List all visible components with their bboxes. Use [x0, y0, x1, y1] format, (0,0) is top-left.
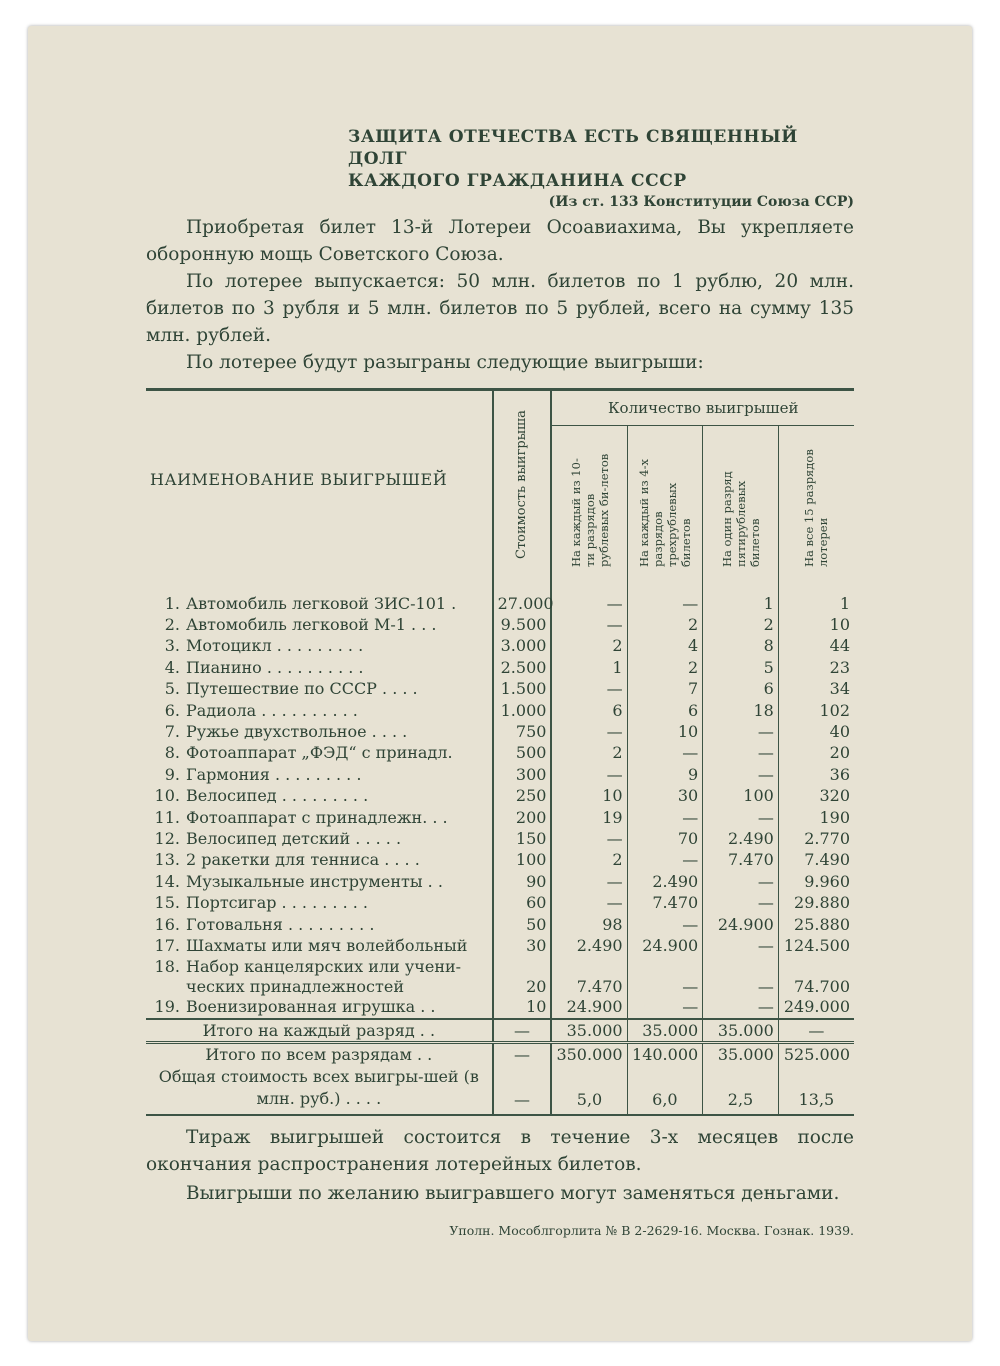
row-number: 16.	[154, 914, 180, 934]
count-4: —	[627, 743, 703, 764]
row-number: 3.	[164, 636, 180, 656]
table-spacer-row	[146, 567, 854, 593]
count-4: —	[627, 997, 703, 1019]
count-1: 8	[703, 636, 779, 657]
count-4: —	[627, 850, 703, 871]
header-col-15-ranks	[778, 426, 854, 567]
count-1: —	[703, 957, 779, 997]
total-count-4: 140.000	[627, 1043, 703, 1066]
count-total: 23	[829, 657, 850, 677]
count-4: 4	[627, 636, 703, 657]
count-1: —	[703, 743, 779, 764]
row-number: 19.	[154, 997, 180, 1017]
count-4: 7.470	[627, 892, 703, 913]
header-prize-name: НАИМЕНОВАНИЕ ВЫИГРЫШЕЙ	[146, 390, 493, 568]
intro-paragraph-1: Приобретая билет 13-й Лотереи Осоавиахима, Вы укрепляете оборонную мощь Советского Союза.	[146, 217, 854, 265]
total-per-rank-label: Итого на каждый разряд . .	[146, 1019, 493, 1043]
count-4: 10	[627, 721, 703, 742]
count-4: 6	[627, 700, 703, 721]
row-number: 5.	[164, 679, 180, 699]
header-col-1-rank	[703, 426, 779, 567]
prize-cost: 20	[493, 957, 552, 997]
row-number: 12.	[154, 828, 180, 848]
prize-cost: 300	[493, 764, 552, 785]
count-4: 9	[627, 764, 703, 785]
total-all-ranks-label: Итого по всем разрядам . .	[146, 1043, 493, 1066]
prize-cost: 10	[493, 997, 552, 1019]
count-4: 70	[627, 828, 703, 849]
prize-name: Портсигар . . . . . . . . .	[186, 893, 369, 913]
prize-name: Велосипед детский . . . . .	[186, 828, 402, 848]
row-number: 18.	[154, 956, 180, 976]
count-total: 1	[839, 593, 850, 613]
table-row	[146, 957, 854, 997]
table-row	[146, 871, 854, 892]
prize-cost: 750	[493, 721, 552, 742]
count-4: 7	[627, 679, 703, 700]
motto-line-1: ЗАЩИТА ОТЕЧЕСТВА ЕСТЬ СВЯЩЕННЫЙ ДОЛГ	[348, 127, 798, 169]
count-total: 9.960	[804, 871, 850, 891]
row-number: 10.	[154, 786, 180, 806]
prize-cost: 60	[493, 892, 552, 913]
total-cost: —	[493, 1066, 552, 1115]
count-1: —	[703, 721, 779, 742]
total-count-1: 35.000	[703, 1043, 779, 1066]
count-10: 24.900	[551, 997, 627, 1019]
prize-cost: 100	[493, 850, 552, 871]
prize-cost: 9.500	[493, 614, 552, 635]
prize-name: Фотоаппарат с принадлежн. . .	[186, 807, 448, 827]
table-row	[146, 764, 854, 785]
header-col-label: На каждый из 10-ти разрядов рублевых би-летов	[568, 453, 611, 567]
count-total: 102	[819, 700, 850, 720]
count-10: 7.470	[551, 957, 627, 997]
prize-cost: 3.000	[493, 636, 552, 657]
count-1: 6	[703, 679, 779, 700]
count-1: —	[703, 997, 779, 1019]
count-10: 2	[551, 743, 627, 764]
prize-cost: 1.000	[493, 700, 552, 721]
count-total: 124.500	[783, 935, 850, 955]
prize-cost: 500	[493, 743, 552, 764]
count-10: —	[551, 721, 627, 742]
prize-name: Автомобиль легковой М-1 . . .	[186, 615, 437, 635]
count-total: 29.880	[794, 893, 850, 913]
table-row	[146, 807, 854, 828]
header-col-label: На один разряд пятирублевых билетов	[719, 471, 762, 567]
header-prize-cost	[493, 390, 552, 568]
header-col-10-ranks	[551, 426, 627, 567]
prize-cost: 200	[493, 807, 552, 828]
prize-name: Шахматы или мяч волейбольный	[186, 935, 468, 955]
count-10: —	[551, 828, 627, 849]
count-total: 40	[829, 722, 850, 742]
count-10: 2	[551, 636, 627, 657]
count-10: —	[551, 679, 627, 700]
header-cost-label: Стоимость выигрыша	[514, 410, 530, 559]
table-row	[146, 721, 854, 742]
table-row	[146, 657, 854, 678]
header-prize-count-group: Количество выигрышей	[551, 390, 854, 426]
row-number: 17.	[154, 935, 180, 955]
count-total: 2.770	[804, 828, 850, 848]
total-count-all: 525.000	[778, 1043, 854, 1066]
prize-name: Радиола . . . . . . . . . .	[186, 700, 358, 720]
count-10: 10	[551, 786, 627, 807]
count-total: 10	[829, 615, 850, 635]
count-10: —	[551, 614, 627, 635]
total-cost: —	[493, 1019, 552, 1043]
prize-name-line-1: Набор канцелярских или учени-	[186, 956, 462, 976]
row-number: 6.	[164, 700, 180, 720]
prize-name: Готовальня . . . . . . . . .	[186, 914, 375, 934]
table-row	[146, 850, 854, 871]
count-4: —	[627, 593, 703, 614]
count-1: —	[703, 764, 779, 785]
count-total: 44	[829, 636, 850, 656]
prize-name: Музыкальные инструменты . .	[186, 871, 443, 891]
ticket-content	[146, 126, 854, 1238]
value-1: 2,5	[703, 1066, 779, 1115]
row-number: 8.	[164, 743, 180, 763]
prize-table	[146, 388, 854, 1116]
printer-imprint: Уполн. Мособлгорлита № В 2-2629-16. Москва. Гознак. 1939.	[449, 1222, 854, 1238]
count-total: 34	[829, 679, 850, 699]
count-4: —	[627, 957, 703, 997]
table-row	[146, 828, 854, 849]
count-4: 30	[627, 786, 703, 807]
count-10: —	[551, 593, 627, 614]
header-col-4-ranks	[627, 426, 703, 567]
total-count-1: 35.000	[703, 1019, 779, 1043]
total-count-4: 35.000	[627, 1019, 703, 1043]
count-1: 18	[703, 700, 779, 721]
count-10: 6	[551, 700, 627, 721]
prize-name: Гармония . . . . . . . . .	[186, 764, 362, 784]
count-total: 190	[819, 807, 850, 827]
count-1: 100	[703, 786, 779, 807]
total-all-ranks-row	[146, 1043, 854, 1066]
prize-name: 2 ракетки для тенниса . . . .	[186, 850, 420, 870]
motto-line-2: КАЖДОГО ГРАЖДАНИНА СССР	[348, 171, 687, 191]
value-4: 6,0	[627, 1066, 703, 1115]
intro-paragraph-3: По лотерее будут разыграны следующие выигрыши:	[186, 352, 704, 373]
count-10: 19	[551, 807, 627, 828]
count-total: 25.880	[794, 914, 850, 934]
prize-cost: 250	[493, 786, 552, 807]
table-row	[146, 997, 854, 1019]
count-10: —	[551, 764, 627, 785]
value-all: 13,5	[778, 1066, 854, 1115]
count-4: 2	[627, 657, 703, 678]
prize-cost: 50	[493, 914, 552, 935]
prize-cost: 150	[493, 828, 552, 849]
count-1: —	[703, 807, 779, 828]
prize-name: Военизированная игрушка . .	[186, 997, 436, 1017]
row-number: 4.	[164, 657, 180, 677]
count-total: 249.000	[783, 997, 850, 1017]
row-number: 13.	[154, 850, 180, 870]
count-10: 2	[551, 850, 627, 871]
prize-name: Мотоцикл . . . . . . . . .	[186, 636, 364, 656]
motto	[348, 126, 854, 192]
value-10: 5,0	[551, 1066, 627, 1115]
count-1: 2.490	[703, 828, 779, 849]
prize-cost: 1.500	[493, 679, 552, 700]
total-per-rank-row	[146, 1019, 854, 1043]
table-row	[146, 679, 854, 700]
motto-source: (Из ст. 133 Конституции Союза ССР)	[548, 194, 854, 210]
count-1: 5	[703, 657, 779, 678]
count-total: 7.490	[804, 850, 850, 870]
count-total: 320	[819, 786, 850, 806]
row-number: 1.	[164, 593, 180, 613]
total-value-row	[146, 1066, 854, 1115]
count-1: 24.900	[703, 914, 779, 935]
count-10: 98	[551, 914, 627, 935]
count-4: 24.900	[627, 935, 703, 956]
prize-cost: 27.000	[493, 593, 552, 614]
footer-paragraph-2: Выигрыши по желанию выигравшего могут заменяться деньгами.	[186, 1182, 840, 1204]
prize-cost: 2.500	[493, 657, 552, 678]
table-row	[146, 614, 854, 635]
header-col-label: На каждый из 4-х разрядов трехрублевых билетов	[636, 459, 693, 567]
header-col-label: На все 15 разрядов лотереи	[802, 449, 831, 567]
prize-name: Ружье двухствольное . . . .	[186, 722, 408, 742]
total-count-10: 35.000	[551, 1019, 627, 1043]
prize-name: Велосипед . . . . . . . . .	[186, 786, 369, 806]
table-row	[146, 786, 854, 807]
footer-paragraph-1: Тираж выигрышей состоится в течение 3-х месяцев после окончания распространения лотерейных билетов.	[146, 1126, 854, 1175]
total-cost: —	[493, 1043, 552, 1066]
prize-name: Пианино . . . . . . . . . .	[186, 657, 364, 677]
count-10: —	[551, 871, 627, 892]
table-row	[146, 935, 854, 956]
table-row	[146, 636, 854, 657]
count-1: 1	[703, 593, 779, 614]
count-10: 2.490	[551, 935, 627, 956]
total-count-all: —	[778, 1019, 854, 1043]
row-number: 14.	[154, 871, 180, 891]
count-10: 1	[551, 657, 627, 678]
row-number: 9.	[164, 764, 180, 784]
count-total: 74.700	[794, 976, 850, 996]
count-10: —	[551, 892, 627, 913]
count-total: 20	[829, 743, 850, 763]
row-number: 15.	[154, 893, 180, 913]
count-total: 36	[829, 764, 850, 784]
table-row	[146, 700, 854, 721]
count-1: —	[703, 871, 779, 892]
table-row	[146, 593, 854, 614]
table-row	[146, 743, 854, 764]
count-1: —	[703, 892, 779, 913]
prize-cost: 30	[493, 935, 552, 956]
prize-name-line-2: ческих принадлежностей	[186, 976, 404, 996]
table-row	[146, 914, 854, 935]
intro-paragraph-2: По лотерее выпускается: 50 млн. билетов по 1 рублю, 20 млн. билетов по 3 рубля и 5 млн. билетов по 5 рублей, всего на сумму 135 млн. рублей.	[146, 271, 854, 346]
table-row	[146, 892, 854, 913]
count-4: —	[627, 807, 703, 828]
total-value-label: Общая стоимость всех выигры-шей (в млн. руб.) . . . .	[146, 1066, 493, 1115]
count-4: 2	[627, 614, 703, 635]
row-number: 7.	[164, 722, 180, 742]
count-1: 7.470	[703, 850, 779, 871]
row-number: 11.	[154, 807, 180, 827]
count-1: 2	[703, 614, 779, 635]
prize-name: Фотоаппарат „ФЭД“ с принадл.	[186, 743, 453, 763]
count-4: —	[627, 914, 703, 935]
count-1: —	[703, 935, 779, 956]
prize-name: Автомобиль легковой ЗИС-101 .	[186, 593, 457, 613]
total-count-10: 350.000	[551, 1043, 627, 1066]
prize-cost: 90	[493, 871, 552, 892]
count-4: 2.490	[627, 871, 703, 892]
prize-name: Путешествие по СССР . . . .	[186, 679, 418, 699]
row-number: 2.	[164, 615, 180, 635]
